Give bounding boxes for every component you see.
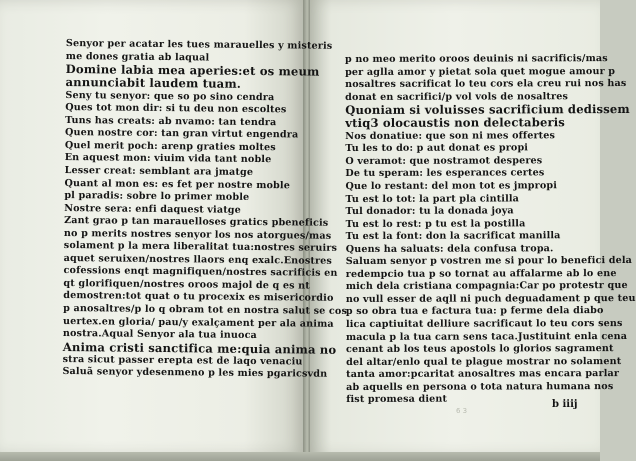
verse-line: O veramot: que nostramot desperes: [345, 155, 543, 167]
prose-line: uertex.en gloria/ pau/y exalçament per ala anima: [62, 315, 334, 330]
prose-line: no vull esser de aqll ni puch deguadament p que teu: [345, 292, 636, 305]
prose-line: tanta amor:pcaritat anosaltres mas encara parlar: [346, 368, 620, 381]
prose-line: p anosaltres/p lo q obram tot en nostra salut se cos: [63, 302, 348, 317]
prose-line: per aglla amor y pietat sola quet mogue amour p: [345, 65, 616, 78]
prose-line: ab aquells en persona o tota natura humana nos: [346, 380, 614, 393]
prose-line: donat en sacrifici/p vol vols de nosaltres: [345, 90, 569, 103]
prose-line: demostren:tot quat o tu procexix es misericordio: [63, 290, 334, 305]
latin-heading-line: Anima cristi sanctifica me:quia anima no: [62, 339, 337, 357]
prose-line: cofessions enqt magnifiquen/nostres sacrificis en: [63, 265, 338, 280]
prose-line: Saluã senyor ydesenmeno p les mies pgaricsvdn: [62, 366, 328, 381]
verse-line: Quel merit poch: arenp graties moltes: [64, 139, 276, 154]
page-bottom-edge: [0, 452, 600, 461]
prose-line: mich dela cristiana compagnia:Car po protestr que: [345, 280, 628, 293]
verse-line: Tu est lo tot: la part pla cintilla: [345, 192, 520, 205]
prose-line: Saluam senyor p vostren me si pour lo benefici dela: [345, 255, 633, 268]
prose-line: aquet seruixen/nostres llaors enq exalc.Enostres: [63, 252, 333, 267]
verse-line: Ques tot mon dir: si tu deu non escoltes: [65, 102, 287, 116]
verse-line: Nostre sera: enfi daquest viatge: [64, 202, 241, 216]
prose-line: Zant grao p tan marauelloses gratics pbeneficis: [64, 215, 329, 229]
text-line: me dones gratia ab laqual: [65, 50, 210, 64]
verse-line: En aquest mon: viuim vida tant noble: [64, 152, 272, 166]
verse-line: Tu les to do: p aut donat es propi: [345, 142, 529, 155]
latin-heading-line: vtiq3 olocaustis non delectaberis: [345, 115, 565, 131]
latin-heading-line: Quoniam si voluisses sacrificium dedissem: [345, 102, 630, 118]
prose-line: nostra.Aqual Senyor ala tua inuoca: [62, 328, 258, 342]
verse-line: Quant al mon es: es fet per nostre moble: [64, 177, 291, 191]
prose-line: fist promesa dient: [346, 393, 448, 406]
verse-line: Tul donador: tu la donada joya: [345, 205, 514, 218]
prose-line: p no meo merito oroos deuinis ni sacrificis/mas: [345, 53, 608, 65]
latin-heading-line: annunciabit laudem tuam.: [65, 75, 242, 92]
verse-line: De tu speram: les esperances certes: [345, 167, 545, 180]
prose-line: macula p la tua carn sens taca.Justituint enla cena: [345, 330, 628, 343]
verse-line: Quen nostre cor: tan gran virtut engendra: [64, 127, 299, 141]
verse-line: Tu est la font: don la sacrificat manilla: [345, 230, 561, 243]
left-page-text: [62, 38, 349, 382]
text-line: Senyor per acatar les tues marauelles y misteris: [65, 38, 333, 52]
prose-line: p so obra tua e factura tua: p ferme dela diabo: [345, 305, 604, 318]
verse-line: Que lo restant: del mon tot es jmpropi: [345, 180, 558, 192]
verse-line: Lesser creat: semblant ara jmatge: [64, 164, 254, 178]
prose-line: nosaltres sacrificat lo teu cors ela creu rui nos has: [345, 78, 627, 91]
prose-line: no p merits nostres senyor los nos atorgues/mas: [63, 227, 332, 242]
right-page-text: [345, 53, 636, 407]
faint-page-mark: 6 3: [456, 407, 468, 415]
latin-heading-line: Domine labia mea aperies:et os meum: [65, 62, 320, 79]
verse-line: Nos donatiue: que son ni mes offertes: [345, 130, 556, 142]
prose-line: redempcio tua p so tornat au affalarme ab lo ene: [345, 267, 617, 280]
prose-line: solament p la mera liberalitat tua:nostres seruirs: [63, 240, 338, 255]
verse-line: Tuns has creats: ab nvamo: tan tendra: [65, 114, 277, 128]
verse-line: Tu est lo rest: p tu est la postilla: [345, 217, 526, 230]
prose-line: qt glorifiquen/nostres oroos majol de q es nt: [63, 277, 310, 292]
folio-signature: b iiij: [552, 399, 578, 410]
verse-line: Seny tu senyor: que so po sino cendra: [65, 89, 275, 103]
prose-line: lica captiuitat delliure sacrificaut lo teu cors sens: [345, 318, 623, 330]
verse-line: Quens ha saluats: dela confusa tropa.: [345, 242, 554, 255]
verse-line: pl paradis: sobre lo primer moble: [64, 190, 250, 203]
prose-line: del altar/enlo qual te plague mostrar no solament: [346, 355, 622, 368]
prose-line: cenant ab los teus apostols lo glorios sagrament: [346, 343, 614, 356]
prose-line: stra sicut passer erepta est de laqo venaciu: [62, 353, 303, 368]
